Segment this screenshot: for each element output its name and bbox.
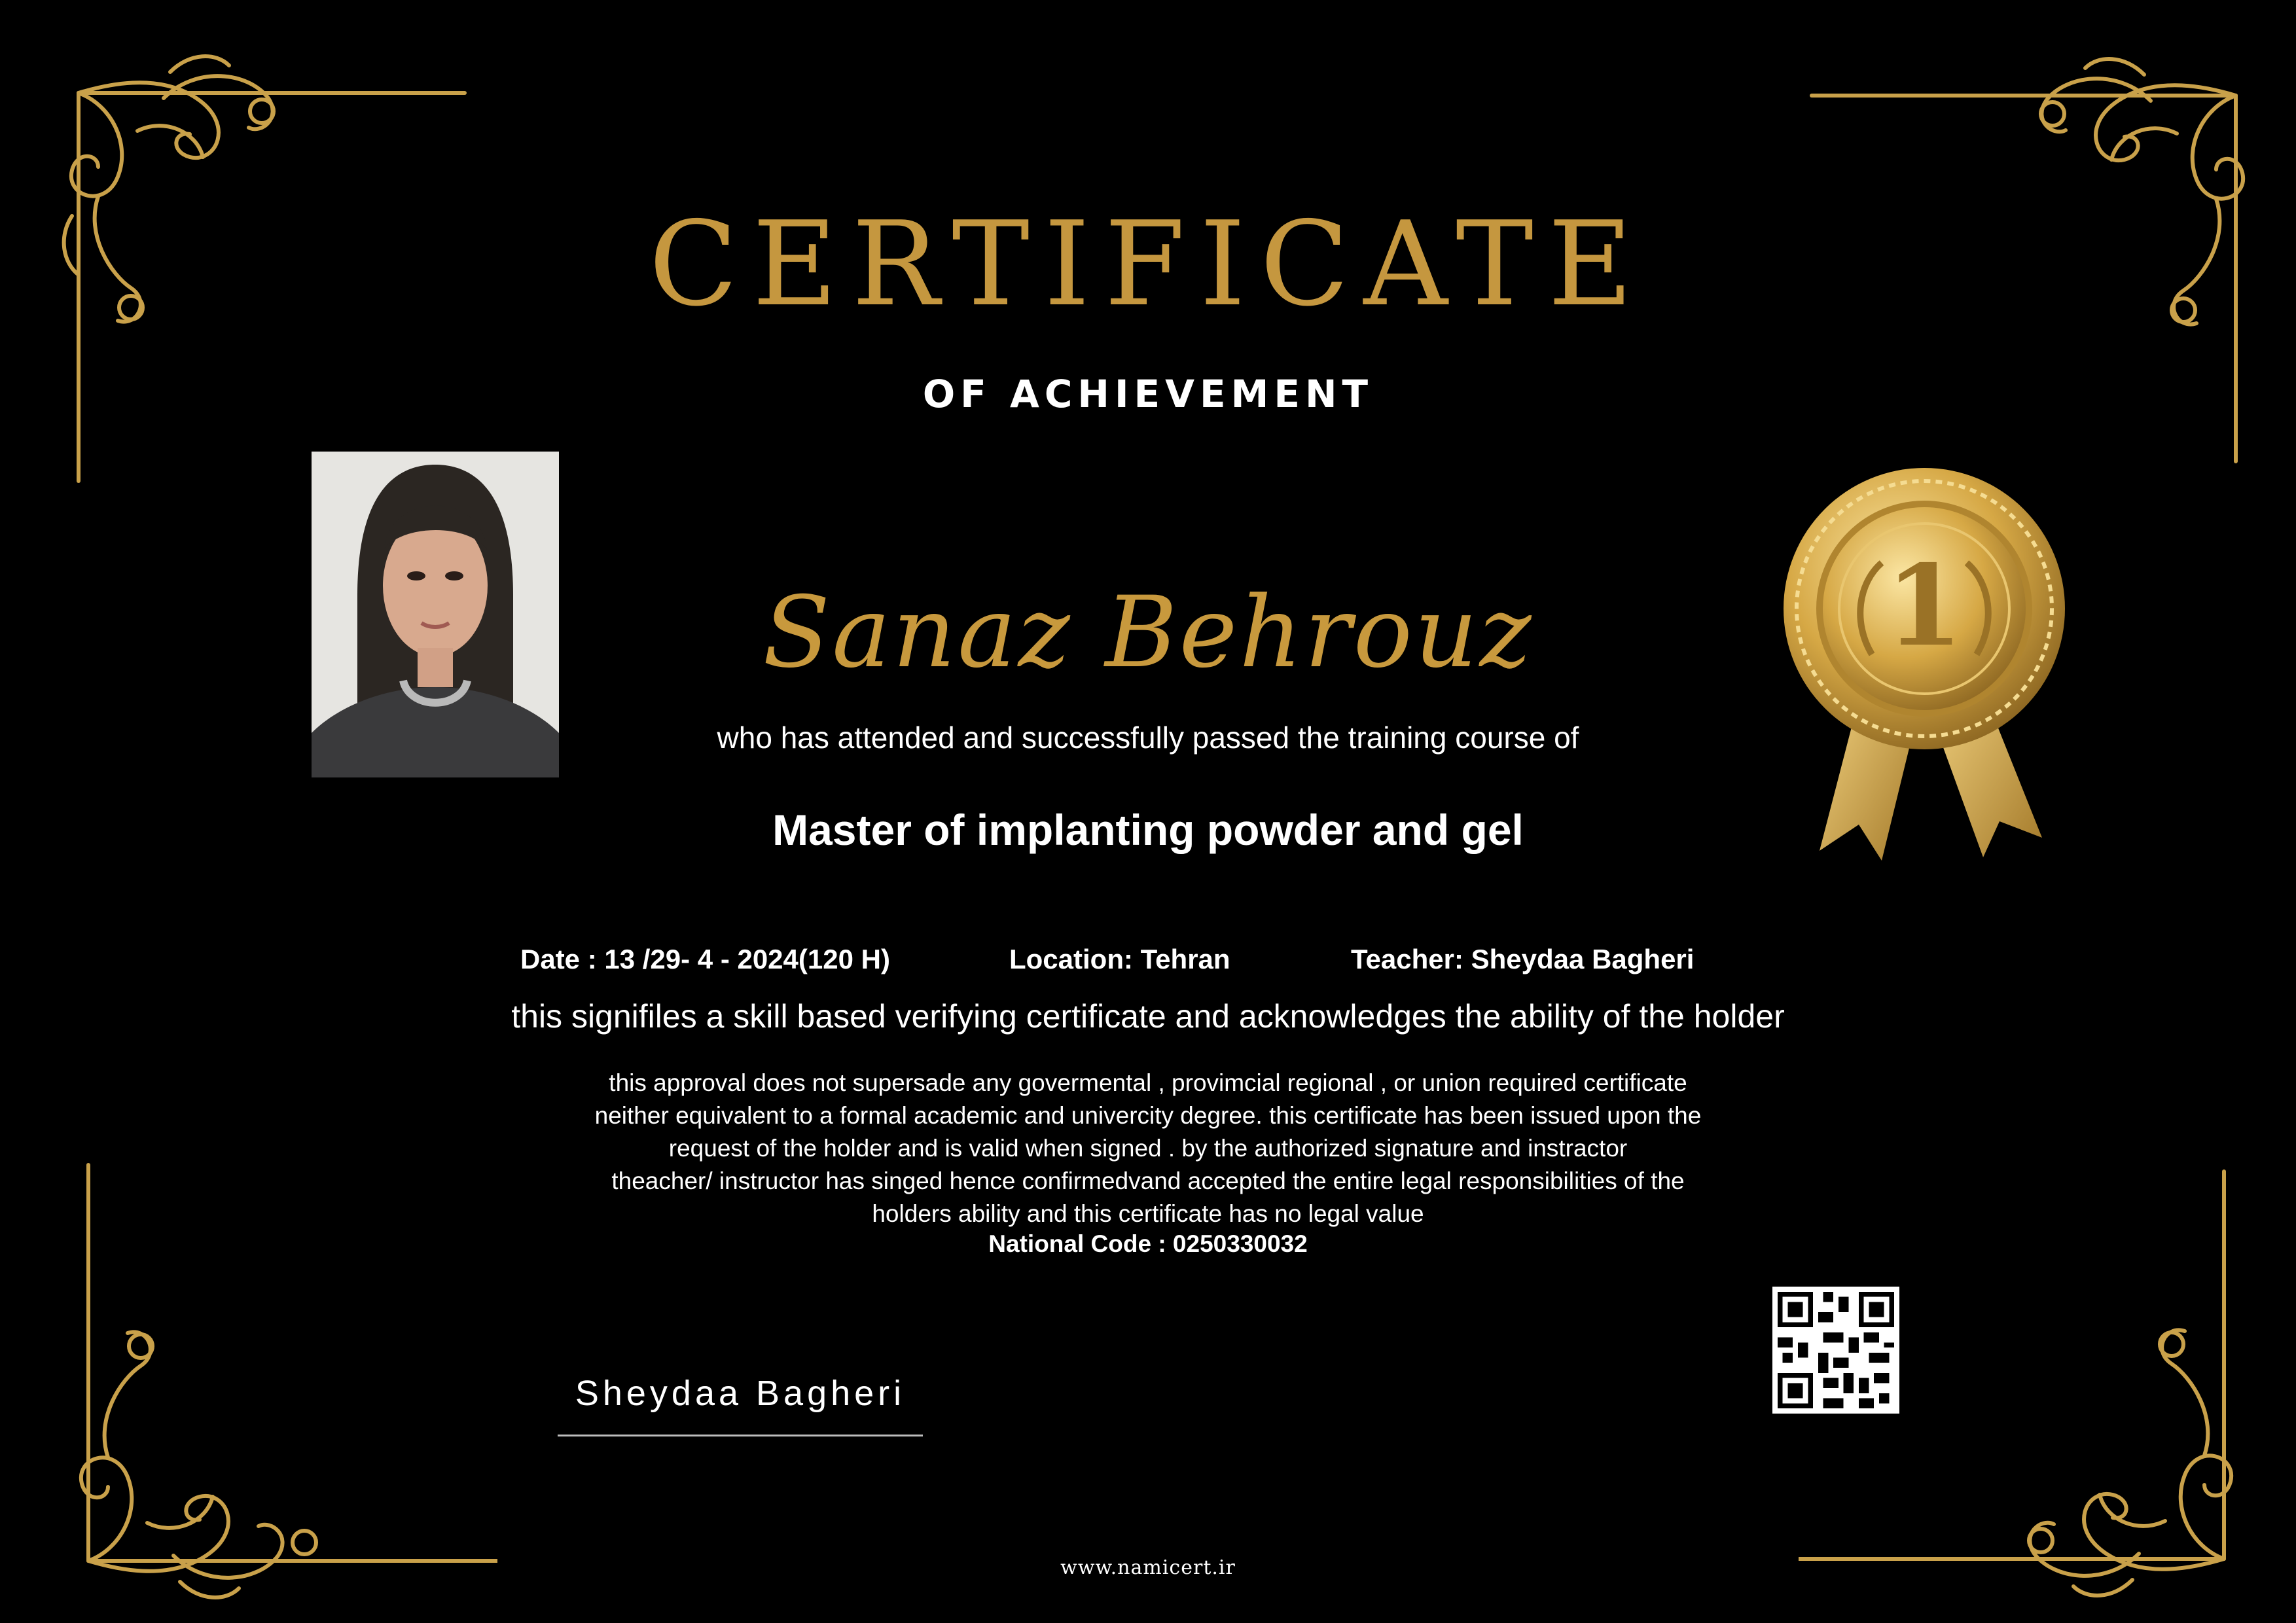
signature-name: Sheydaa Bagheri xyxy=(575,1374,906,1413)
disclaimer-line: this approval does not supersade any govermental , provimcial regional , or union required certificate xyxy=(609,1069,1687,1096)
course-location: Location: Tehran xyxy=(1009,944,1230,974)
qr-code-icon[interactable] xyxy=(1772,1287,1899,1414)
teacher-label: Teacher: xyxy=(1351,944,1463,974)
disclaimer-line: theacher/ instructor has singed hence confirmedvand accepted the entire legal responsibilities of the xyxy=(611,1168,1685,1194)
certificate-subtitle: OF ACHIEVEMENT xyxy=(922,372,1374,416)
course-date: Date : 13 /29- 4 - 2024(120 H) xyxy=(520,944,890,974)
website-url[interactable]: www.namicert.ir xyxy=(1060,1556,1236,1579)
disclaimer-line: neither equivalent to a formal academic and univercity degree. this certificate has been issued upon the xyxy=(594,1102,1702,1129)
attended-text: who has attended and successfully passed the training course of xyxy=(717,721,1579,755)
disclaimer-line: request of the holder and is valid when signed . by the authorized signature and instractor xyxy=(668,1135,1628,1162)
disclaimer-line: holders ability and this certificate has no legal value xyxy=(872,1200,1424,1227)
disclaimer xyxy=(0,1067,2296,1230)
signature-line xyxy=(558,1435,923,1436)
seal-number: 1 xyxy=(1885,541,1964,671)
teacher-name: Sheydaa Bagheri xyxy=(1471,944,1695,974)
course-name: Master of implanting powder and gel xyxy=(772,806,1524,854)
certificate-title: CERTIFICATE xyxy=(649,196,1647,332)
teacher-info xyxy=(1351,944,1694,975)
signifies-text: this signifiles a skill based verifying certificate and acknowledges the ability of the holder xyxy=(511,998,1785,1035)
national-code: National Code : 0250330032 xyxy=(988,1230,1308,1257)
recipient-name: Sanaz Behrouz xyxy=(762,576,1534,690)
